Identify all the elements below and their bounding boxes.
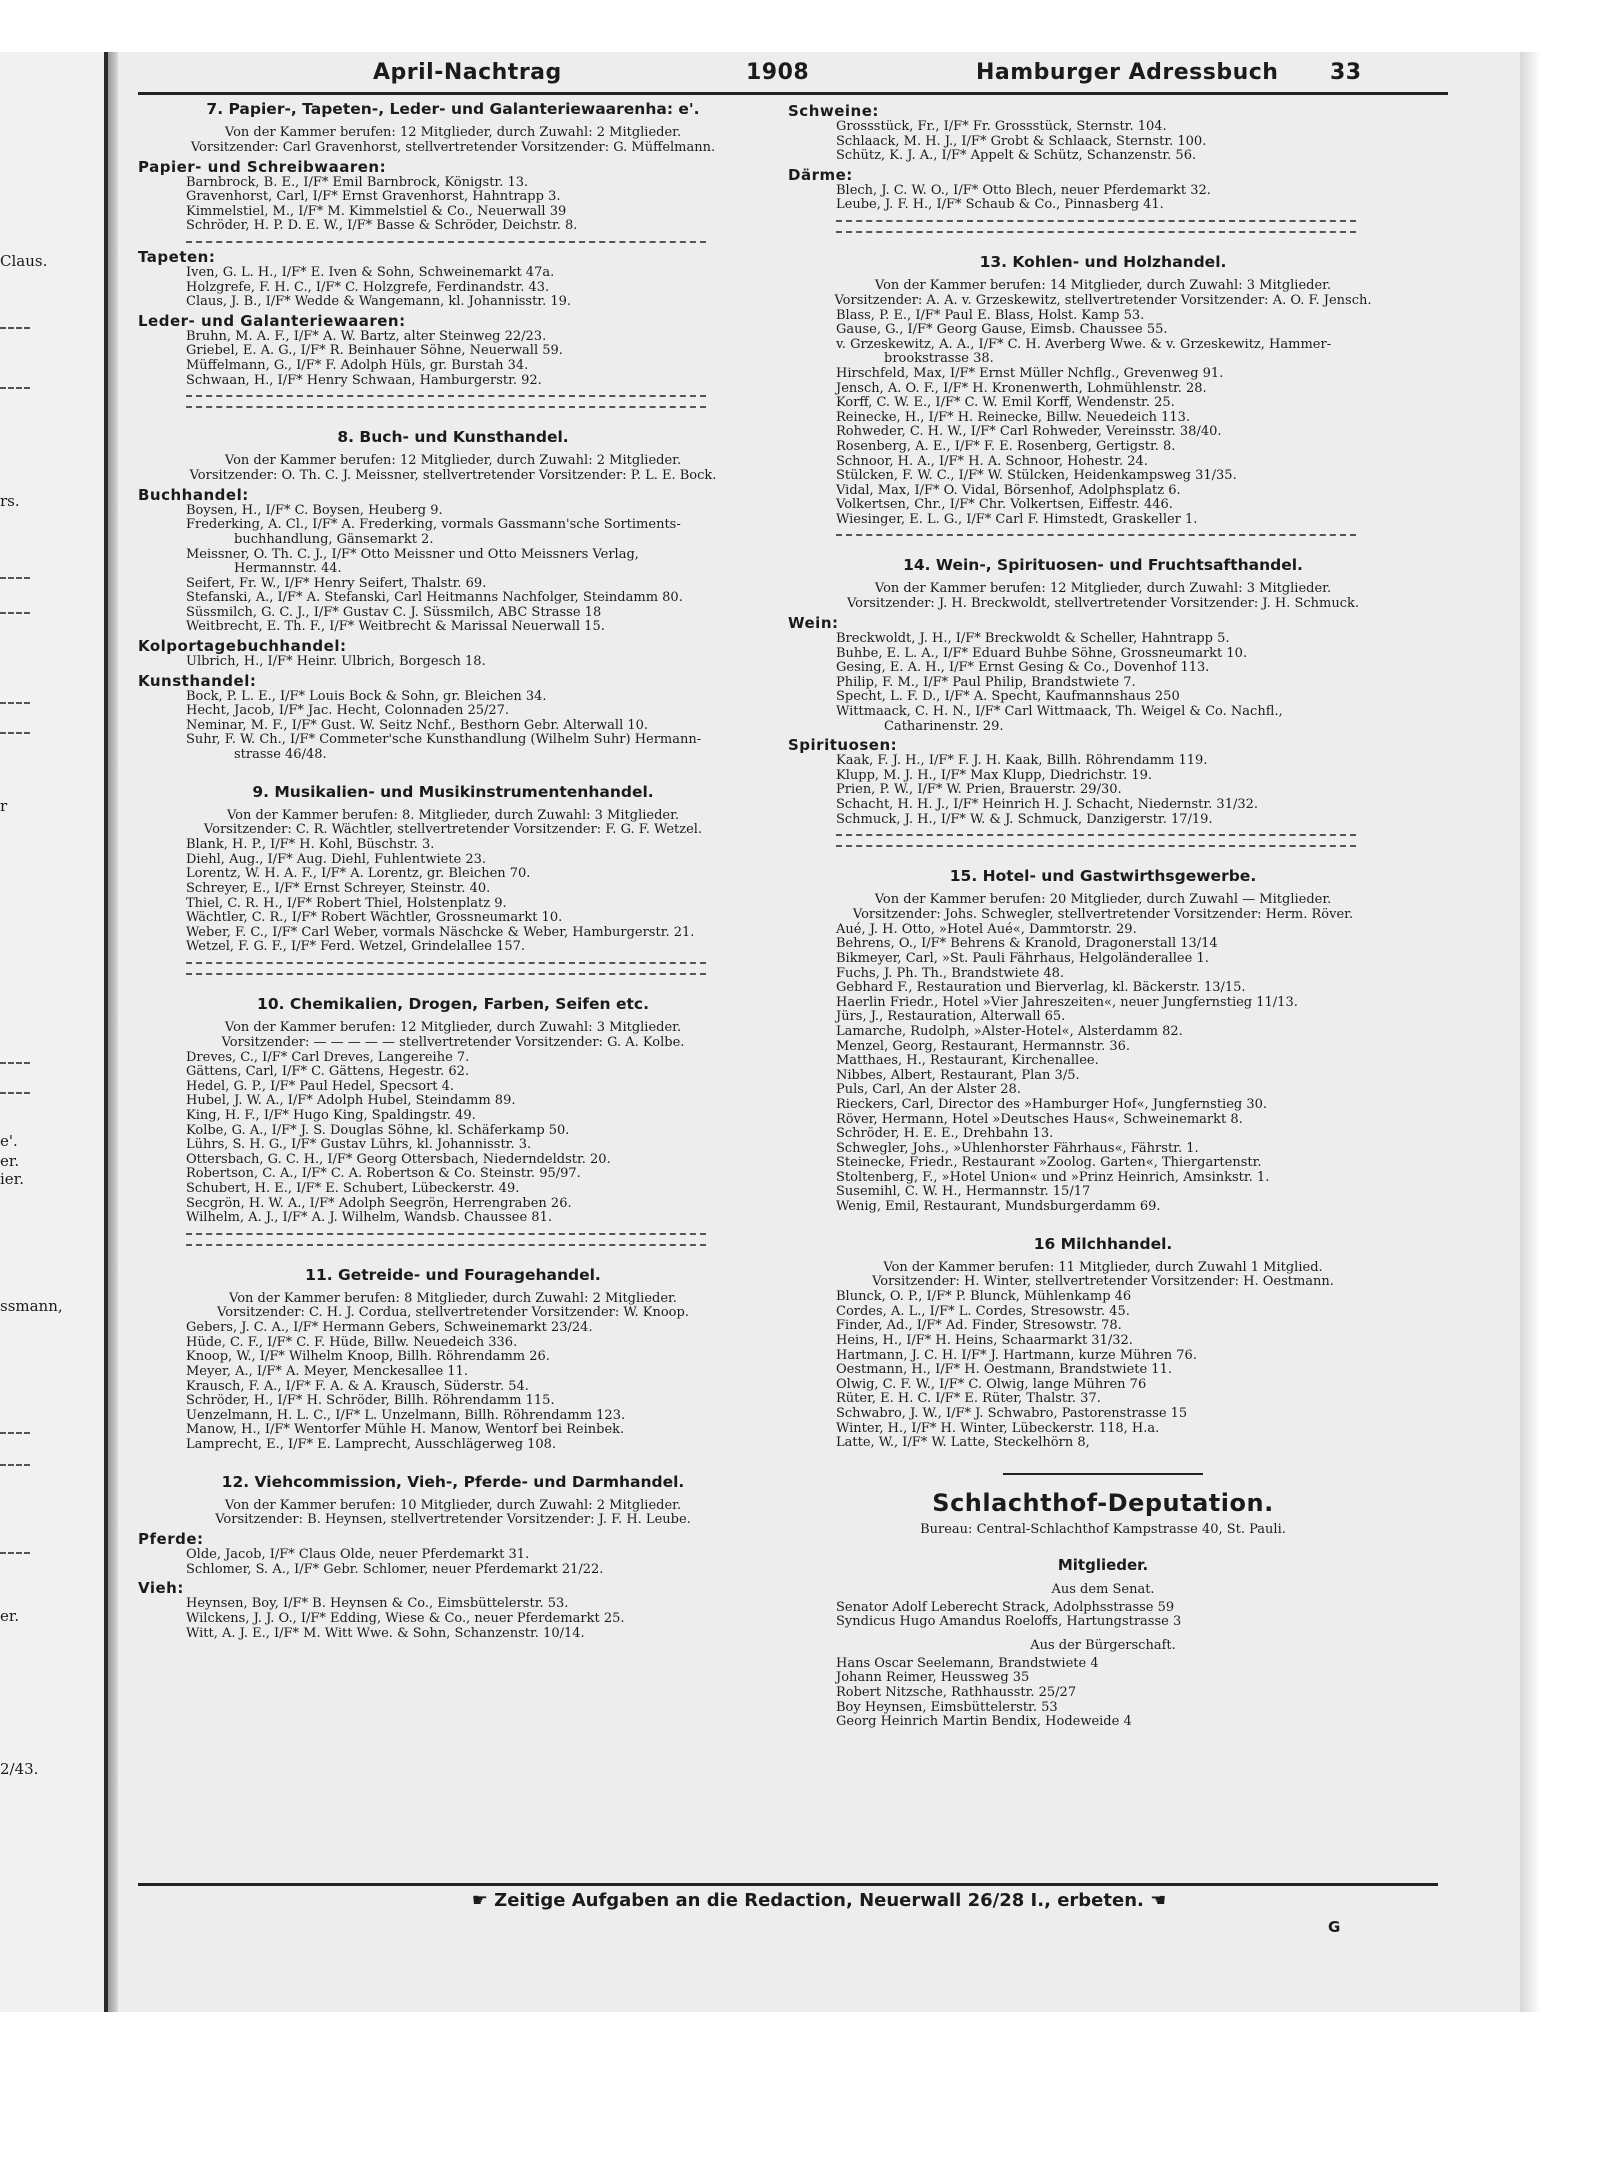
- chamber-info: Von der Kammer berufen: 10 Mitglieder, durch Zuwahl: 2 Mitglieder.: [224, 1497, 682, 1513]
- buergerschaft-member: Johann Reimer, Heussweg 35: [836, 1670, 1030, 1686]
- member-entry: Schubert, H. E., I/F* E. Schubert, Lübeckerstr. 49.: [186, 1180, 520, 1196]
- member-entry: Lamarche, Rudolph, »Alster-Hotel«, Alsterdamm 82.: [836, 1023, 1183, 1039]
- section-heading: 12. Viehcommission, Vieh-, Pferde- und Darmhandel.: [221, 1472, 685, 1491]
- member-entry: Olwig, C. F. W., I/F* C. Olwig, lange Mühren 76: [836, 1376, 1147, 1392]
- member-entry-continuation: brookstrasse 38.: [884, 351, 994, 367]
- member-entry: Stoltenberg, F., »Hotel Union« und »Prinz Heinrich, Amsinkstr. 1.: [836, 1169, 1270, 1185]
- member-entry: Stülcken, F. W. C., I/F* W. Stülcken, Heidenkampsweg 31/35.: [836, 468, 1237, 484]
- member-entry: Korff, C. W. E., I/F* C. W. Emil Korff, Wendenstr. 25.: [836, 395, 1175, 411]
- senat-member: Senator Adolf Leberecht Strack, Adolphsstrasse 59: [836, 1599, 1175, 1615]
- member-entry: Lorentz, W. H. A. F., I/F* A. Lorentz, gr. Bleichen 70.: [186, 866, 531, 882]
- margin-dash: [0, 577, 30, 579]
- left-column: [138, 100, 768, 1880]
- member-entry: Hecht, Jacob, I/F* Jac. Hecht, Colonnaden 25/27.: [186, 703, 510, 719]
- chamber-info: Vorsitzender: B. Heynsen, stellvertretender Vorsitzender: J. F. H. Leube.: [215, 1512, 691, 1528]
- member-entry: Wenig, Emil, Restaurant, Mundsburgerdamm 69.: [836, 1199, 1161, 1215]
- member-entry: Iven, G. L. H., I/F* E. Iven & Sohn, Schweinemarkt 47a.: [186, 264, 555, 280]
- member-entry: Wiesinger, E. L. G., I/F* Carl F. Himstedt, Graskeller 1.: [836, 511, 1198, 527]
- buergerschaft-member: Georg Heinrich Martin Bendix, Hodeweide 4: [836, 1714, 1132, 1730]
- member-entry: Hubel, J. W. A., I/F* Adolph Hubel, Steindamm 89.: [186, 1093, 516, 1109]
- margin-dash: [0, 327, 30, 329]
- chamber-info: Vorsitzender: — — — — — stellvertretender Vorsitzender: G. A. Kolbe.: [221, 1034, 685, 1050]
- member-entry: Gättens, Carl, I/F* C. Gättens, Hegestr. 62.: [186, 1064, 470, 1080]
- dash-separator: [186, 1244, 706, 1246]
- member-entry: Bruhn, M. A. F., I/F* A. W. Bartz, alter Steinweg 22/23.: [186, 328, 547, 344]
- margin-dash: [0, 1092, 30, 1094]
- member-entry: Claus, J. B., I/F* Wedde & Wangemann, kl. Johannisstr. 19.: [186, 294, 572, 310]
- member-entry: Stefanski, A., I/F* A. Stefanski, Carl Heitmanns Nachfolger, Steindamm 80.: [186, 590, 683, 606]
- member-entry: Holzgrefe, F. H. C., I/F* C. Holzgrefe, Ferdinandstr. 43.: [186, 279, 550, 295]
- member-entry: Schröder, H. E. E., Drehbahn 13.: [836, 1126, 1054, 1142]
- chamber-info: Von der Kammer berufen: 20 Mitglieder, durch Zuwahl — Mitglieder.: [874, 892, 1332, 908]
- member-entry: Susemihl, C. W. H., Hermannstr. 15/17: [836, 1184, 1091, 1200]
- member-entry: Wächtler, C. R., I/F* Robert Wächtler, Grossneumarkt 10.: [186, 910, 563, 926]
- subcategory-heading: Kolportagebuchhandel:: [138, 637, 347, 656]
- member-entry: Gesing, E. A. H., I/F* Ernst Gesing & Co., Dovenhof 113.: [836, 660, 1210, 676]
- dash-separator: [836, 231, 1356, 233]
- chamber-info: Vorsitzender: O. Th. C. J. Meissner, stellvertretender Vorsitzender: P. L. E. Bock.: [189, 467, 717, 483]
- member-entry: Ottersbach, G. C. H., I/F* Georg Ottersbach, Niederndeldstr. 20.: [186, 1151, 611, 1167]
- member-entry: Aué, J. H. Otto, »Hotel Aué«, Dammtorstr. 29.: [836, 921, 1137, 937]
- member-entry: Schreyer, E., I/F* Ernst Schreyer, Steinstr. 40.: [186, 881, 491, 896]
- member-entry: Wilhelm, A. J., I/F* A. J. Wilhelm, Wandsb. Chaussee 81.: [186, 1210, 552, 1226]
- header-rule: [138, 92, 1448, 95]
- dash-separator: [836, 534, 1356, 536]
- member-entry: Meissner, O. Th. C. J., I/F* Otto Meissner und Otto Meissners Verlag,: [186, 546, 639, 562]
- member-entry: v. Grzeskewitz, A. A., I/F* C. H. Averberg Wwe. & v. Grzeskewitz, Hammer-: [836, 336, 1332, 352]
- member-entry: Manow, H., I/F* Wentorfer Mühle H. Manow, Wentorf bei Reinbek.: [186, 1422, 625, 1438]
- member-entry: Bock, P. L. E., I/F* Louis Bock & Sohn, gr. Bleichen 34.: [186, 688, 547, 704]
- member-entry: Haerlin Friedr., Hotel »Vier Jahreszeiten«, neuer Jungfernstieg 11/13.: [836, 994, 1298, 1010]
- member-entry: Winter, H., I/F* H. Winter, Lübeckerstr. 118, H.a.: [836, 1420, 1160, 1436]
- member-entry: Schlomer, S. A., I/F* Gebr. Schlomer, neuer Pferdemarkt 21/22.: [186, 1561, 604, 1577]
- member-entry: Seifert, Fr. W., I/F* Henry Seifert, Thalstr. 69.: [186, 575, 487, 591]
- member-entry-continuation: buchhandlung, Gänsemarkt 2.: [234, 531, 434, 547]
- margin-dash: [0, 1432, 30, 1434]
- margin-fragment: r: [0, 797, 8, 815]
- buergerschaft-member: Boy Heynsen, Eimsbüttelerstr. 53: [836, 1699, 1058, 1715]
- member-entry: Leube, J. F. H., I/F* Schaub & Co., Pinnasberg 41.: [836, 197, 1164, 213]
- section-heading: 10. Chemikalien, Drogen, Farben, Seifen etc.: [257, 994, 649, 1013]
- section-divider: [1003, 1473, 1203, 1475]
- margin-fragment: rs.: [0, 492, 20, 510]
- footer-note: ☛ Zeitige Aufgaben an die Redaction, Neuerwall 26/28 I., erbeten. ☚: [471, 1890, 1167, 1911]
- section-heading: 13. Kohlen- und Holzhandel.: [979, 252, 1227, 271]
- section-heading: 15. Hotel- und Gastwirthsgewerbe.: [949, 867, 1257, 886]
- member-entry: Gause, G., I/F* Georg Gause, Eimsb. Chaussee 55.: [836, 322, 1168, 338]
- member-entry: Lamprecht, E., I/F* E. Lamprecht, Ausschlägerweg 108.: [186, 1437, 557, 1453]
- margin-dash: [0, 1552, 30, 1554]
- member-entry: Fuchs, J. Ph. Th., Brandstwiete 48.: [836, 965, 1065, 981]
- buergerschaft-heading: Aus der Bürgerschaft.: [1030, 1637, 1176, 1653]
- margin-fragment: ier.: [0, 1170, 24, 1188]
- member-entry: Hüde, C. F., I/F* C. F. Hüde, Billw. Neuedeich 336.: [186, 1334, 518, 1350]
- previous-page-margin: [0, 52, 108, 2012]
- member-entry: Wilckens, J. J. O., I/F* Edding, Wiese & Co., neuer Pferdemarkt 25.: [186, 1611, 625, 1626]
- margin-fragment: ssmann,: [0, 1297, 63, 1315]
- right-column-sections: [788, 102, 1418, 1451]
- member-entry: Hedel, G. P., I/F* Paul Hedel, Specsort 4.: [186, 1078, 455, 1094]
- member-entry: Boysen, H., I/F* C. Boysen, Heuberg 9.: [186, 502, 443, 518]
- subcategory-heading: Vieh:: [138, 1579, 184, 1598]
- member-entry: Heynsen, Boy, I/F* B. Heynsen & Co., Eimsbüttelerstr. 53.: [186, 1596, 569, 1612]
- book-binding-edge: [108, 52, 118, 2012]
- member-entry: Gebers, J. C. A., I/F* Hermann Gebers, Schweinemarkt 23/24.: [186, 1320, 593, 1336]
- footer-rule: [138, 1883, 1438, 1886]
- section-heading: 7. Papier-, Tapeten-, Leder- und Galanteriewaarenha: e'.: [206, 100, 700, 118]
- member-entry: Volkertsen, Chr., I/F* Chr. Volkertsen, Eiffestr. 446.: [836, 497, 1173, 513]
- member-entry: Blank, H. P., I/F* H. Kohl, Büschstr. 3.: [186, 837, 435, 853]
- member-entry: Knoop, W., I/F* Wilhelm Knoop, Billh. Röhrendamm 26.: [186, 1349, 550, 1365]
- member-entry: Schwegler, Johs., »Uhlenhorster Fährhaus«, Fährstr. 1.: [836, 1140, 1199, 1156]
- member-entry: Schmuck, J. H., I/F* W. & J. Schmuck, Danzigerstr. 17/19.: [836, 811, 1213, 827]
- subcategory-heading: Schweine:: [788, 102, 879, 120]
- schlachthof-block: [788, 1489, 1418, 1730]
- section-heading: 8. Buch- und Kunsthandel.: [337, 428, 569, 447]
- subcategory-heading: Pferde:: [138, 1530, 204, 1549]
- member-entry: Cordes, A. L., I/F* L. Cordes, Stresowstr. 45.: [836, 1303, 1130, 1319]
- subcategory-heading: Kunsthandel:: [138, 671, 257, 690]
- chamber-info: Vorsitzender: C. R. Wächtler, stellvertretender Vorsitzender: F. G. F. Wetzel.: [203, 822, 703, 838]
- dash-separator: [186, 241, 706, 243]
- margin-dash: [0, 1062, 30, 1064]
- member-entry: Prien, P. W., I/F* W. Prien, Brauerstr. 29/30.: [836, 782, 1122, 798]
- member-entry: Reinecke, H., I/F* H. Reinecke, Billw. Neuedeich 113.: [836, 409, 1191, 425]
- member-entry: Diehl, Aug., I/F* Aug. Diehl, Fuhlentwiete 23.: [186, 851, 487, 867]
- chamber-info: Vorsitzender: H. Winter, stellvertretender Vorsitzender: H. Oestmann.: [872, 1274, 1334, 1290]
- signature-letter: G: [1328, 1918, 1341, 1936]
- member-entry: Klupp, M. J. H., I/F* Max Klupp, Diedrichstr. 19.: [836, 767, 1153, 783]
- margin-dash: [0, 387, 30, 389]
- member-entry: Weitbrecht, E. Th. F., I/F* Weitbrecht & Marissal Neuerwall 15.: [186, 619, 605, 635]
- member-entry: Bikmeyer, Carl, »St. Pauli Fährhaus, Helgoländerallee 1.: [836, 950, 1209, 966]
- chamber-info: Von der Kammer berufen: 12 Mitglieder, durch Zuwahl: 3 Mitglieder.: [224, 1019, 682, 1035]
- member-entry: Lührs, S. H. G., I/F* Gustav Lührs, kl. Johannisstr. 3.: [186, 1137, 532, 1153]
- member-entry: Grossstück, Fr., I/F* Fr. Grossstück, Sternstr. 104.: [836, 119, 1167, 134]
- member-entry: Matthaes, H., Restaurant, Kirchenallee.: [836, 1053, 1099, 1069]
- member-entry: Heins, H., I/F* H. Heins, Schaarmarkt 31/32.: [836, 1333, 1133, 1349]
- member-entry: Rohweder, C. H. W., I/F* Carl Rohweder, Vereinsstr. 38/40.: [836, 424, 1222, 440]
- member-entry: Wetzel, F. G. F., I/F* Ferd. Wetzel, Grindelallee 157.: [186, 939, 526, 955]
- member-entry: Röver, Hermann, Hotel »Deutsches Haus«, Schweinemarkt 8.: [836, 1111, 1243, 1127]
- chamber-info: Vorsitzender: Carl Gravenhorst, stellvertretender Vorsitzender: G. Müffelmann.: [190, 139, 716, 155]
- senat-heading: Aus dem Senat.: [1051, 1581, 1155, 1597]
- page-edge-right: [1520, 52, 1540, 2012]
- member-entry: Robertson, C. A., I/F* C. A. Robertson & Co. Steinstr. 95/97.: [186, 1166, 581, 1182]
- member-entry: Jensch, A. O. F., I/F* H. Kronenwerth, Lohmühlenstr. 28.: [836, 380, 1207, 396]
- margin-dash: [0, 732, 30, 734]
- section-heading: 16 Milchhandel.: [1033, 1234, 1173, 1253]
- header-year: 1908: [746, 60, 810, 85]
- dash-separator: [186, 395, 706, 397]
- member-entry: Finder, Ad., I/F* Ad. Finder, Stresowstr. 78.: [836, 1318, 1122, 1334]
- member-entry: Breckwoldt, J. H., I/F* Breckwoldt & Scheller, Hahntrapp 5.: [836, 631, 1230, 647]
- member-entry: Olde, Jacob, I/F* Claus Olde, neuer Pferdemarkt 31.: [186, 1547, 530, 1563]
- member-entry: Jürs, J., Restauration, Alterwall 65.: [836, 1009, 1066, 1025]
- member-entry: Latte, W., I/F* W. Latte, Steckelhörn 8,: [836, 1435, 1090, 1451]
- member-entry: Oestmann, H., I/F* H. Oestmann, Brandstwiete 11.: [836, 1362, 1172, 1378]
- member-entry: Frederking, A. Cl., I/F* A. Frederking, vormals Gassmann'sche Sortiments-: [186, 517, 681, 533]
- dash-separator: [186, 973, 706, 975]
- member-entry-continuation: strasse 46/48.: [234, 747, 327, 763]
- margin-fragment: Claus.: [0, 252, 48, 270]
- member-entry: Hirschfeld, Max, I/F* Ernst Müller Nchflg., Grevenweg 91.: [836, 365, 1224, 381]
- member-entry: Schwaan, H., I/F* Henry Schwaan, Hamburgerstr. 92.: [186, 372, 542, 388]
- section-heading: 9. Musikalien- und Musikinstrumentenhandel.: [252, 782, 654, 801]
- dash-separator: [186, 406, 706, 408]
- dash-separator: [186, 962, 706, 964]
- member-entry: Wittmaack, C. H. N., I/F* Carl Wittmaack, Th. Weigel & Co. Nachfl.,: [836, 704, 1283, 720]
- schlachthof-bureau: Bureau: Central-Schlachthof Kampstrasse 40, St. Pauli.: [920, 1521, 1286, 1537]
- margin-dash: [0, 702, 30, 704]
- member-entry: Blass, P. E., I/F* Paul E. Blass, Holst. Kamp 53.: [836, 307, 1145, 323]
- dash-separator: [836, 834, 1356, 836]
- member-entry-continuation: Hermannstr. 44.: [234, 561, 342, 577]
- margin-dash: [0, 1464, 30, 1466]
- member-entry: Barnbrock, B. E., I/F* Emil Barnbrock, Königstr. 13.: [186, 174, 529, 190]
- chamber-info: Von der Kammer berufen: 14 Mitglieder, durch Zuwahl: 3 Mitglieder.: [874, 277, 1332, 293]
- member-entry: Krausch, F. A., I/F* F. A. & A. Krausch, Süderstr. 54.: [186, 1378, 529, 1394]
- member-entry: Blunck, O. P., I/F* P. Blunck, Mühlenkamp 46: [836, 1289, 1132, 1305]
- section-heading: 14. Wein-, Spirituosen- und Fruchtsafthandel.: [903, 556, 1303, 575]
- subcategory-heading: Wein:: [788, 614, 839, 633]
- header-page-number: 33: [1330, 60, 1362, 85]
- chamber-info: Von der Kammer berufen: 12 Mitglieder, durch Zuwahl: 2 Mitglieder.: [224, 453, 682, 469]
- member-entry: Buhbe, E. L. A., I/F* Eduard Buhbe Söhne, Grossneumarkt 10.: [836, 645, 1248, 661]
- member-entry: Schröder, H. P. D. E. W., I/F* Basse & Schröder, Deichstr. 8.: [186, 218, 578, 234]
- member-entry: Schwabro, J. W., I/F* J. Schwabro, Pastorenstrasse 15: [836, 1406, 1188, 1421]
- dash-separator: [836, 220, 1356, 222]
- member-entry: Rüter, E. H. C. I/F* E. Rüter, Thalstr. 37.: [836, 1391, 1101, 1407]
- member-entry: Dreves, C., I/F* Carl Dreves, Langereihe 7.: [186, 1049, 470, 1065]
- member-entry: Schlaack, M. H. J., I/F* Grobt & Schlaack, Sternstr. 100.: [836, 133, 1207, 149]
- chamber-info: Vorsitzender: A. A. v. Grzeskewitz, stellvertretender Vorsitzender: A. O. F. Jensch.: [834, 292, 1372, 308]
- member-entry: Behrens, O., I/F* Behrens & Kranold, Dragonerstall 13/14: [836, 936, 1218, 952]
- member-entry: Müffelmann, G., I/F* F. Adolph Hüls, gr. Burstah 34.: [186, 357, 529, 373]
- member-entry: Hartmann, J. C. H. I/F* J. Hartmann, kurze Mühren 76.: [836, 1347, 1197, 1363]
- subcategory-heading: Därme:: [788, 165, 853, 184]
- subcategory-heading: Tapeten:: [138, 247, 216, 266]
- senat-member: Syndicus Hugo Amandus Roeloffs, Hartungstrasse 3: [836, 1614, 1182, 1630]
- directory-page: [118, 52, 1520, 2012]
- member-entry: Kimmelstiel, M., I/F* M. Kimmelstiel & Co., Neuerwall 39: [186, 203, 567, 219]
- member-entry: Uenzelmann, H. L. C., I/F* L. Unzelmann, Billh. Röhrendamm 123.: [186, 1407, 626, 1423]
- margin-fragment: e'.: [0, 1132, 18, 1150]
- member-entry: Gravenhorst, Carl, I/F* Ernst Gravenhorst, Hahntrapp 3.: [186, 189, 561, 205]
- buergerschaft-member: Hans Oscar Seelemann, Brandstwiete 4: [836, 1655, 1099, 1671]
- member-entry: Kolbe, G. A., I/F* J. S. Douglas Söhne, kl. Schäferkamp 50.: [186, 1122, 570, 1138]
- dash-separator: [836, 845, 1356, 847]
- margin-fragment: 2/43.: [0, 1760, 39, 1778]
- chamber-info: Vorsitzender: J. H. Breckwoldt, stellvertretender Vorsitzender: J. H. Schmuck.: [846, 596, 1360, 612]
- member-entry: Nibbes, Albert, Restaurant, Plan 3/5.: [836, 1067, 1080, 1083]
- member-entry: Philip, F. M., I/F* Paul Philip, Brandstwiete 7.: [836, 674, 1136, 690]
- member-entry: King, H. F., I/F* Hugo King, Spaldingstr. 49.: [186, 1107, 476, 1123]
- member-entry: Weber, F. C., I/F* Carl Weber, vormals Näschcke & Weber, Hamburgerstr. 21.: [186, 924, 695, 940]
- header-supplement-label: April-Nachtrag: [373, 60, 562, 85]
- member-entry: Specht, L. F. D., I/F* A. Specht, Kaufmannshaus 250: [836, 689, 1180, 705]
- member-entry: Vidal, Max, I/F* O. Vidal, Börsenhof, Adolphsplatz 6.: [836, 482, 1181, 498]
- member-entry: Suhr, F. W. Ch., I/F* Commeter'sche Kunsthandlung (Wilhelm Suhr) Hermann-: [186, 732, 702, 748]
- margin-dash: [0, 612, 30, 614]
- right-column: [788, 100, 1418, 1880]
- subcategory-heading: Leder- und Galanteriewaaren:: [138, 311, 406, 330]
- member-entry: Schröder, H., I/F* H. Schröder, Billh. Röhrendamm 115.: [186, 1393, 555, 1409]
- subcategory-heading: Spirituosen:: [788, 736, 898, 755]
- member-entry-continuation: Catharinenstr. 29.: [884, 718, 1004, 734]
- member-entry: Ulbrich, H., I/F* Heinr. Ulbrich, Borgesch 18.: [186, 654, 486, 670]
- schlachthof-title: Schlachthof-Deputation.: [932, 1488, 1274, 1517]
- member-entry: Rieckers, Carl, Director des »Hamburger Hof«, Jungfernstieg 30.: [836, 1096, 1268, 1112]
- member-entry: Blech, J. C. W. O., I/F* Otto Blech, neuer Pferdemarkt 32.: [836, 182, 1211, 198]
- member-entry: Kaak, F. J. H., I/F* F. J. H. Kaak, Billh. Röhrendamm 119.: [836, 753, 1208, 769]
- chamber-info: Von der Kammer berufen: 8 Mitglieder, durch Zuwahl: 2 Mitglieder.: [229, 1290, 677, 1306]
- chamber-info: Von der Kammer berufen: 11 Mitglieder, durch Zuwahl 1 Mitglied.: [883, 1259, 1323, 1275]
- members-heading: Mitglieder.: [1057, 1555, 1149, 1574]
- member-entry: Thiel, C. R. H., I/F* Robert Thiel, Holstenplatz 9.: [186, 895, 507, 911]
- member-entry: Gebhard F., Restauration und Bierverlag, kl. Bäckerstr. 13/15.: [836, 980, 1246, 996]
- margin-fragment: er.: [0, 1152, 20, 1170]
- member-entry: Schacht, H. H. J., I/F* Heinrich H. J. Schacht, Niedernstr. 31/32.: [836, 797, 1259, 812]
- member-entry: Schütz, K. J. A., I/F* Appelt & Schütz, Schanzenstr. 56.: [836, 148, 1197, 164]
- member-entry: Menzel, Georg, Restaurant, Hermannstr. 36.: [836, 1038, 1131, 1054]
- margin-fragment: er.: [0, 1607, 20, 1625]
- subcategory-heading: Buchhandel:: [138, 485, 249, 504]
- member-entry: Griebel, E. A. G., I/F* R. Beinhauer Söhne, Neuerwall 59.: [186, 343, 563, 359]
- subcategory-heading: Papier- und Schreibwaaren:: [138, 157, 387, 176]
- member-entry: Süssmilch, G. C. J., I/F* Gustav C. J. Süssmilch, ABC Strasse 18: [186, 604, 602, 620]
- chamber-info: Von der Kammer berufen: 12 Mitglieder, durch Zuwahl: 2 Mitglieder.: [224, 125, 682, 140]
- member-entry: Meyer, A., I/F* A. Meyer, Menckesallee 11.: [186, 1364, 468, 1380]
- member-entry: Rosenberg, A. E., I/F* F. E. Rosenberg, Gertigstr. 8.: [836, 438, 1176, 454]
- member-entry: Steinecke, Friedr., Restaurant »Zoolog. Garten«, Thiergartenstr.: [836, 1155, 1262, 1171]
- chamber-info: Von der Kammer berufen: 12 Mitglieder, durch Zuwahl: 3 Mitglieder.: [874, 581, 1332, 597]
- header-title: Hamburger Adressbuch: [976, 60, 1279, 85]
- chamber-info: Vorsitzender: C. H. J. Cordua, stellvertretender Vorsitzender: W. Knoop.: [217, 1305, 689, 1321]
- buergerschaft-member: Robert Nitzsche, Rathhausstr. 25/27: [836, 1684, 1077, 1700]
- member-entry: Witt, A. J. E., I/F* M. Witt Wwe. & Sohn, Schanzenstr. 10/14.: [186, 1625, 585, 1641]
- member-entry: Neminar, M. F., I/F* Gust. W. Seitz Nchf., Besthorn Gebr. Alterwall 10.: [186, 717, 649, 733]
- dash-separator: [186, 1233, 706, 1235]
- chamber-info: Von der Kammer berufen: 8. Mitglieder, durch Zuwahl: 3 Mitglieder.: [226, 807, 680, 823]
- member-entry: Secgrön, H. W. A., I/F* Adolph Seegrön, Herrengraben 26.: [186, 1195, 572, 1211]
- chamber-info: Vorsitzender: Johs. Schwegler, stellvertretender Vorsitzender: Herm. Röver.: [852, 906, 1354, 922]
- member-entry: Schnoor, H. A., I/F* H. A. Schnoor, Hohestr. 24.: [836, 453, 1148, 469]
- member-entry: Puls, Carl, An der Alster 28.: [836, 1082, 1021, 1098]
- section-heading: 11. Getreide- und Fouragehandel.: [305, 1265, 601, 1284]
